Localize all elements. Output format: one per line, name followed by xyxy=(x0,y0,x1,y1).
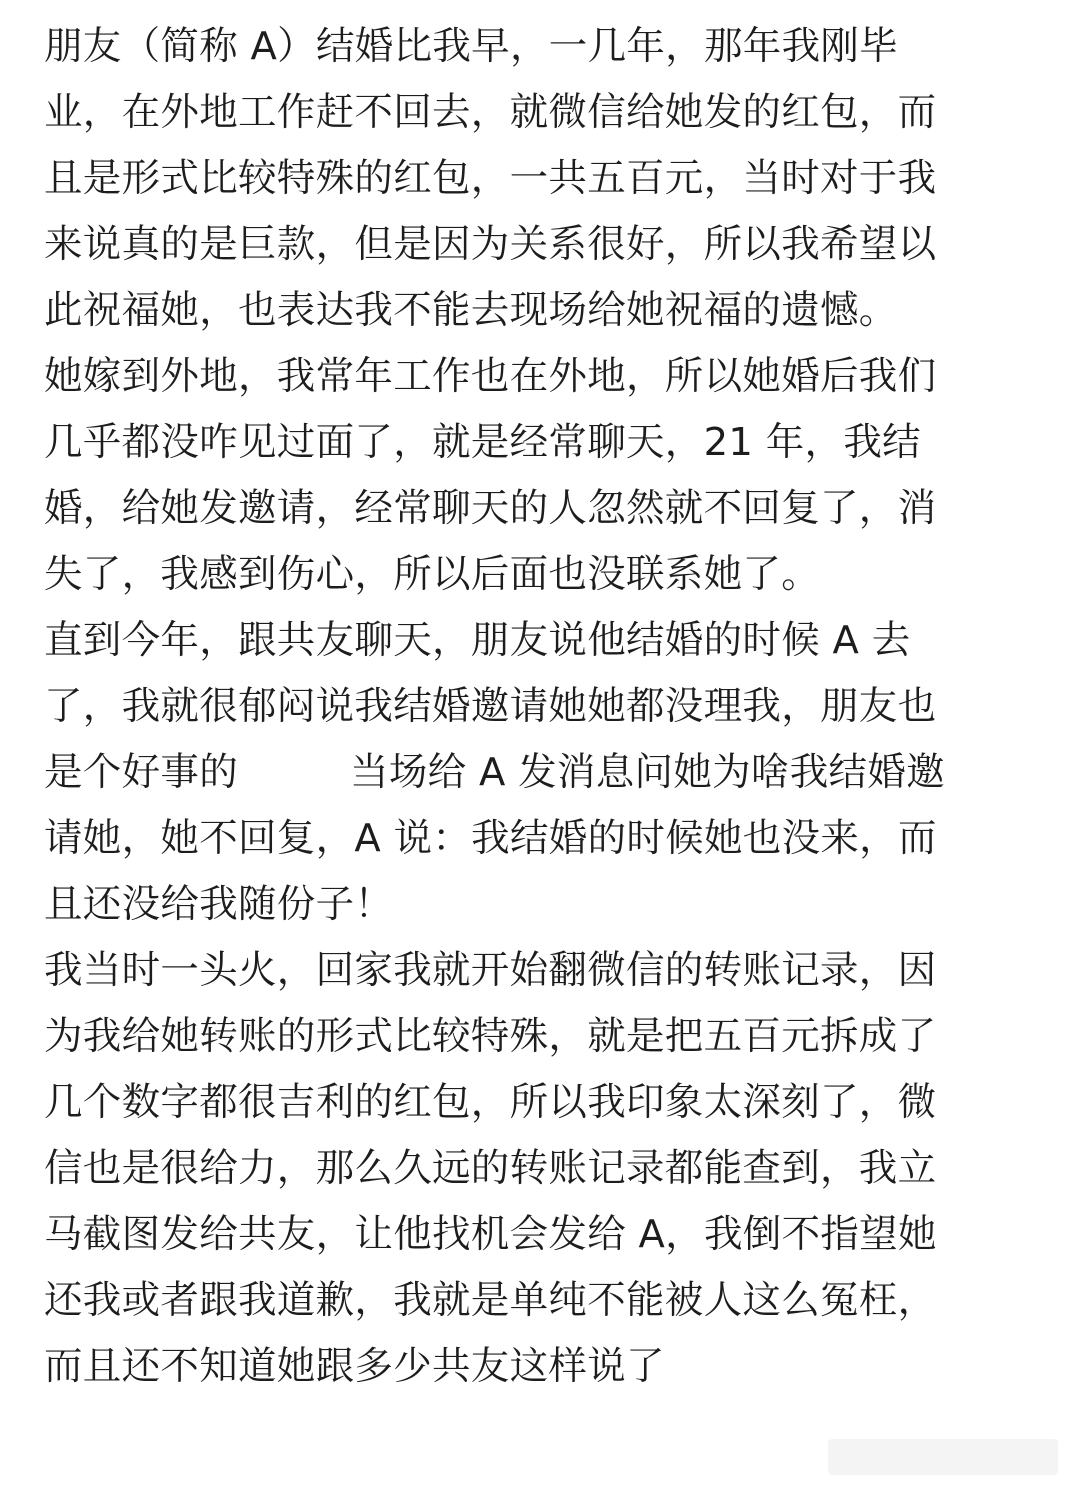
text-line: 了，我就很郁闷说我结婚邀请她她都没理我，朋友也 xyxy=(44,684,937,729)
post-body xyxy=(44,14,1034,1400)
text-line: 信也是很给力，那么久远的转账记录都能查到，我立 xyxy=(44,1146,937,1191)
text-line: 而且还不知道她跟多少共友这样说了 xyxy=(44,1344,665,1389)
text-line: 且还没给我随份子！ xyxy=(44,882,394,927)
text-line: 她嫁到外地，我常年工作也在外地，所以她婚后我们 xyxy=(44,354,937,399)
text-line: 还我或者跟我道歉，我就是单纯不能被人这么冤枉， xyxy=(44,1278,937,1323)
text-segment: 当场给 A 发消息问她为啥我结婚邀 xyxy=(350,750,945,795)
text-line: 且是形式比较特殊的红包，一共五百元，当时对于我 xyxy=(44,156,937,201)
text-line: 马截图发给共友，让他找机会发给 A，我倒不指望她 xyxy=(44,1212,937,1257)
watermark-logo xyxy=(828,1439,1058,1475)
text-line: 直到今年，跟共友聊天，朋友说他结婚的时候 A 去 xyxy=(44,618,911,663)
text-segment: 是个好事的 xyxy=(44,750,239,795)
text-line: 业，在外地工作赶不回去，就微信给她发的红包，而 xyxy=(44,90,937,135)
text-line: 失了，我感到伤心，所以后面也没联系她了。 xyxy=(44,552,821,597)
text-line: 来说真的是巨款，但是因为关系很好，所以我希望以 xyxy=(44,222,937,267)
text-line: 婚，给她发邀请，经常聊天的人忽然就不回复了，消 xyxy=(44,486,937,531)
text-line: 几个数字都很吉利的红包，所以我印象太深刻了，微 xyxy=(44,1080,937,1125)
text-line: 几乎都没咋见过面了，就是经常聊天，21 年，我结 xyxy=(44,420,921,465)
text-line-with-gap xyxy=(44,740,1034,806)
text-line: 我当时一头火，回家我就开始翻微信的转账记录，因 xyxy=(44,948,937,993)
text-line: 朋友（简称 A）结婚比我早，一几年，那年我刚毕 xyxy=(44,24,898,69)
text-line: 请她，她不回复，A 说：我结婚的时候她也没来，而 xyxy=(44,816,937,861)
emoji-gap xyxy=(238,755,350,795)
text-line: 为我给她转账的形式比较特殊，就是把五百元拆成了 xyxy=(44,1014,937,1059)
text-line: 此祝福她，也表达我不能去现场给她祝福的遗憾。 xyxy=(44,288,898,333)
